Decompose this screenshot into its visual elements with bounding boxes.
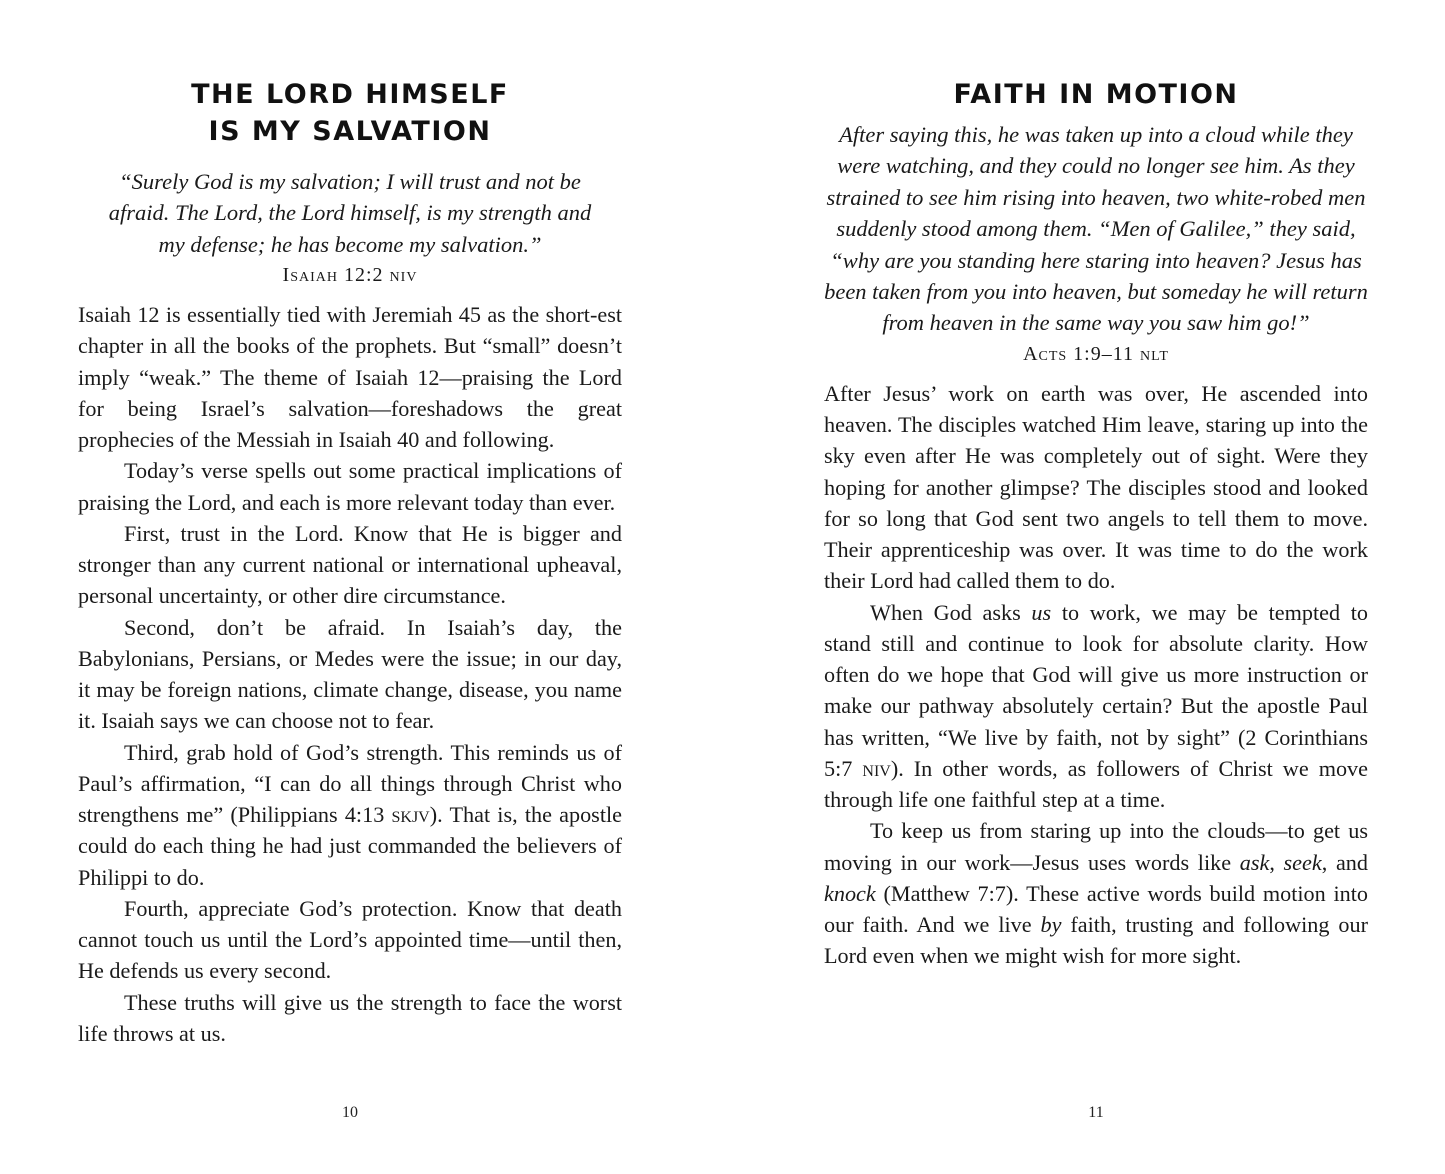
body-text	[824, 378, 1368, 972]
epigraph-quote: “Surely God is my salvation; I will trust and not be afraid. The Lord, the Lord himself, is my strength and my defense; he has become my salvation.”	[108, 169, 592, 257]
text-run: (Matthew 7:7). These active words build motion into our faith. And we live	[824, 880, 1368, 938]
emphasis: seek	[1283, 849, 1322, 875]
paragraph	[824, 815, 1368, 971]
paragraph: Isaiah 12 is essentially tied with Jeremiah 45 as the short-est chapter in all the books of the prophets. But “small” doesn’t imply “weak.” The theme of Isaiah 12—praising the Lord for being Israel’s salvation—foreshadows the great prophecies of the Messiah in Isaiah 40 and following.	[78, 302, 622, 453]
title-line: THE LORD HIMSELF	[191, 79, 509, 110]
text-run: , and	[1321, 849, 1368, 875]
body-text	[78, 299, 622, 1049]
left-page	[78, 0, 622, 1174]
paragraph: These truths will give us the strength to face the worst life throws at us.	[78, 989, 622, 1046]
emphasis: by	[1040, 912, 1062, 938]
paragraph	[824, 597, 1368, 816]
title-line: FAITH IN MOTION	[953, 79, 1239, 110]
text-run: faith, trusting and following our Lord even when we might wish for more sight.	[824, 912, 1368, 969]
paragraph: After Jesus’ work on earth was over, He ascended into heaven. The disciples watched Him leave, staring up into the sky even after He was completely out of sight. Were they hoping for another glimpse? The disciples stood and looked for so long that God sent two angels to tell them to move. Their apprenticeship was over. It was time to do the work their Lord had called them to do.	[824, 380, 1368, 594]
paragraph: Second, don’t be afraid. In Isaiah’s day, the Babylonians, Persians, or Medes were the issue; in our day, it may be foreign nations, climate change, disease, you name it. Isaiah says we can choose not to fear.	[78, 614, 622, 734]
text-run: To keep us from staring up into the clouds—to get us moving in our work—Jesus uses words like	[824, 818, 1368, 875]
emphasis: knock	[824, 880, 876, 906]
page-title	[78, 76, 622, 150]
scripture-reference: Acts 1:9–11 nlt	[1023, 342, 1169, 365]
text-run: ). In other words, as followers of Christ we move through life one faithful step at a time.	[824, 755, 1368, 813]
epigraph-quote: After saying this, he was taken up into a cloud while they were watching, and they could no longer see him. As they strained to see him rising into heaven, two white-robed men suddenly stood among them. “Men of Galilee,” they said, “why are you standing here staring into heaven? Jesus has been taken from you into heaven, but someday he will return from heaven in the same way you saw him go!”	[824, 122, 1368, 336]
page-title	[824, 76, 1368, 113]
translation-abbrev: niv	[862, 755, 891, 781]
paragraph: Fourth, appreciate God’s protection. Know that death cannot touch us until the Lord’s appointed time—until then, He defends us every second.	[78, 895, 622, 984]
paragraph: First, trust in the Lord. Know that He is bigger and stronger than any current national or international upheaval, personal uncertainty, or other dire circumstance.	[78, 520, 622, 609]
scripture-reference: Isaiah 12:2 niv	[282, 264, 418, 287]
paragraph: Today’s verse spells out some practical implications of praising the Lord, and each is more relevant today than ever.	[78, 458, 622, 515]
title-line: IS MY SALVATION	[208, 116, 492, 147]
right-page	[824, 0, 1368, 1174]
text-run: to work, we may be tempted to stand still and continue to look for absolute clarity. How often do we hope that God will give us more instruction or make our pathway absolutely certain? But the apostle Paul has written, “We live by faith, not by sight” (2 Corinthians 5:7	[824, 599, 1368, 781]
text-run: ). That is, the apostle could do each thing he had just commanded the believers of Philippi to do.	[78, 802, 622, 890]
page-number: 10	[342, 1104, 358, 1121]
text-run: Third, grab hold of God’s strength. This reminds us of Paul’s affirmation, “I can do all things through Christ who strengthens me” (Philippians 4:13	[78, 739, 622, 828]
text-run: ,	[1269, 849, 1284, 875]
page-number: 11	[1088, 1104, 1104, 1121]
paragraph	[78, 737, 622, 893]
translation-abbrev: skjv	[391, 802, 430, 828]
text-run: When God asks	[870, 599, 1032, 625]
emphasis: ask	[1239, 849, 1270, 875]
emphasis: us	[1031, 599, 1052, 625]
